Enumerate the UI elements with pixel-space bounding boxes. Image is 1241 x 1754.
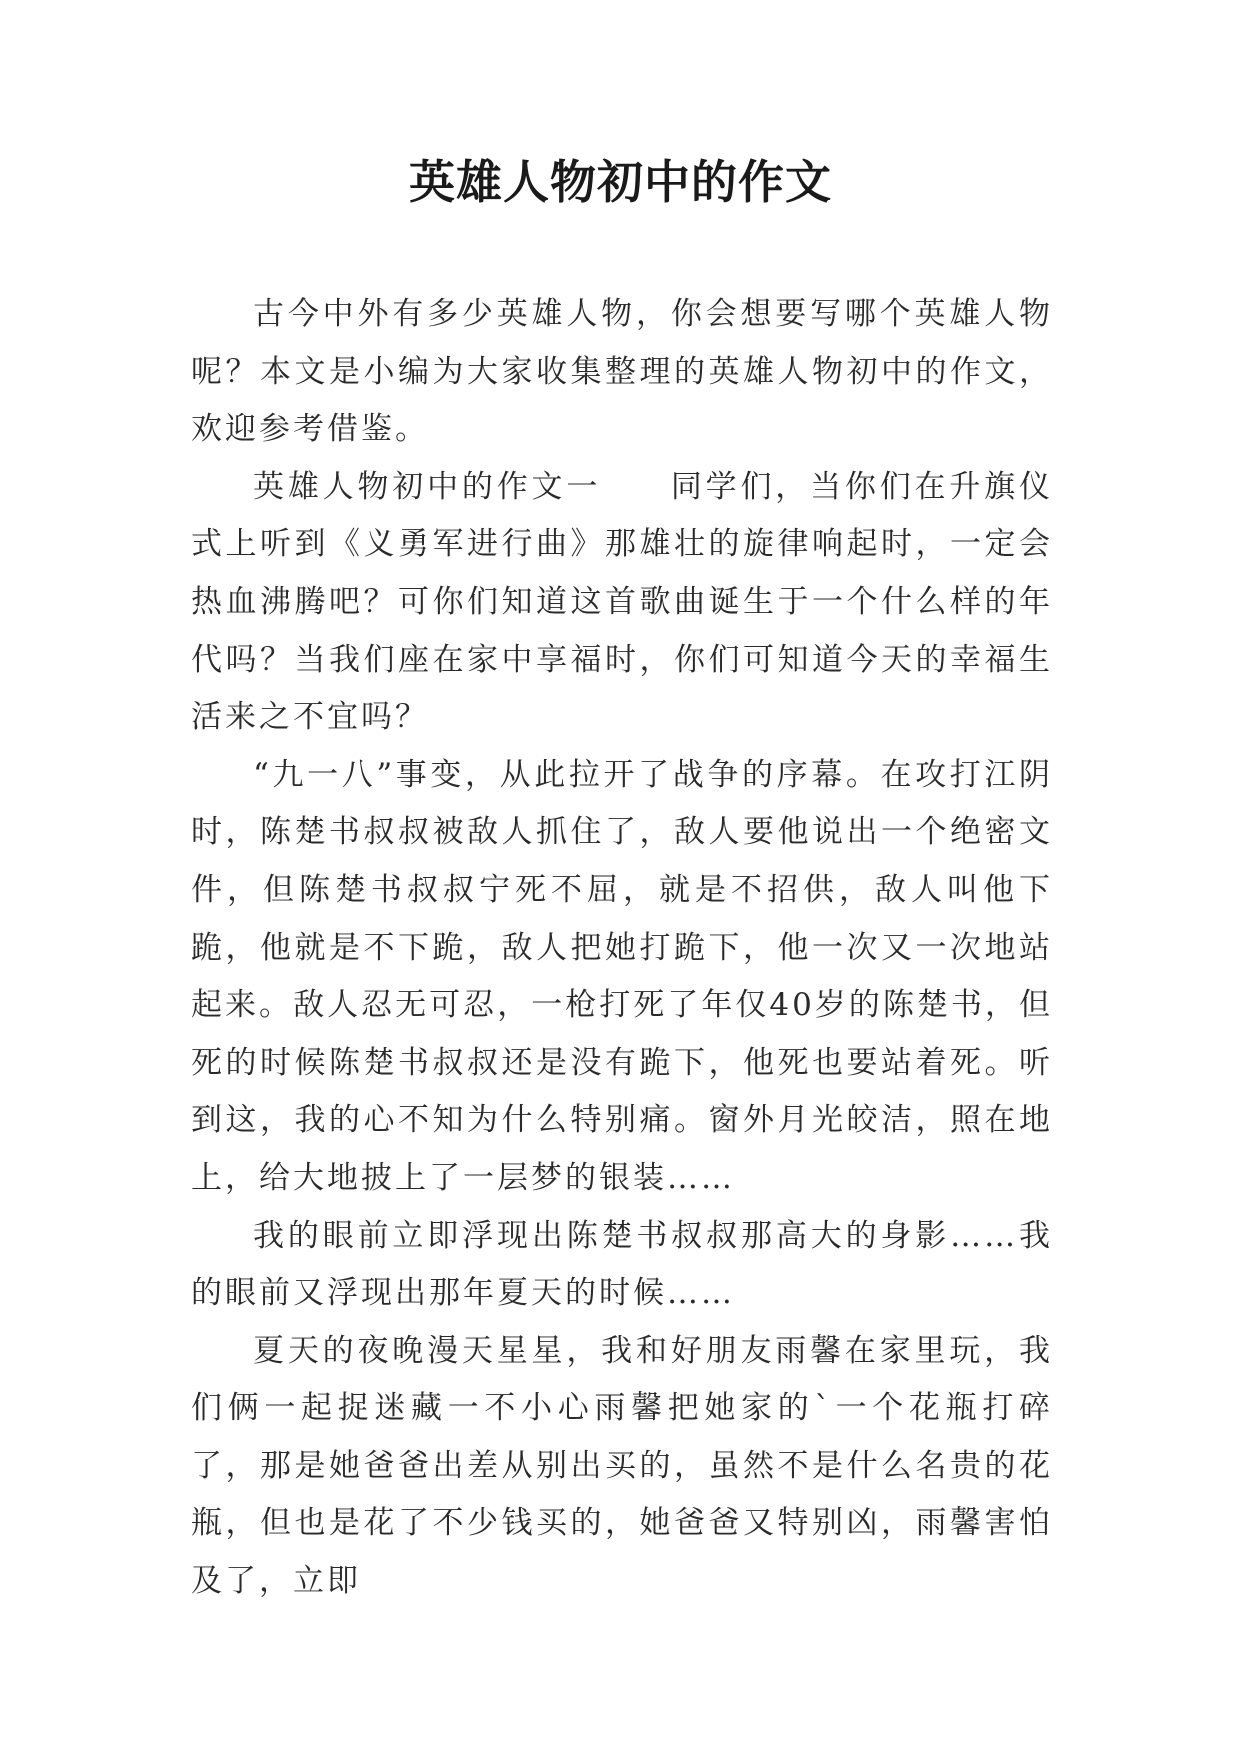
- document-title: 英雄人物初中的作文: [409, 155, 832, 209]
- document-body: [191, 286, 1053, 1611]
- paragraph-summer-night: 夏天的夜晚漫天星星，我和好朋友雨馨在家里玩，我们俩一起捉迷藏一不小心雨馨把她家的`一个花瓶打碎了，那是她爸爸出差从别出买的，虽然不是什么名贵的花瓶，但也是花了不少钱买的，她爸爸又特别凶，雨馨害怕及了，立即: [191, 1332, 1053, 1600]
- paragraph-memory: 我的眼前立即浮现出陈楚书叔叔那高大的身影……我的眼前又浮现出那年夏天的时候……: [191, 1217, 1053, 1312]
- paragraph-intro: 古今中外有多少英雄人物，你会想要写哪个英雄人物呢？本文是小编为大家收集整理的英雄人物初中的作文，欢迎参考借鉴。: [191, 296, 1053, 448]
- paragraph-essay-one-opening: 英雄人物初中的作文一 同学们，当你们在升旗仪式上听到《义勇军进行曲》那雄壮的旋律响起时，一定会热血沸腾吧？可你们知道这首歌曲诞生于一个什么样的年代吗？当我们座在家中享福时，你们可知道今天的幸福生活来之不宜吗？: [191, 468, 1053, 736]
- paragraph-incident-story: “九一八”事变，从此拉开了战争的序幕。在攻打江阴时，陈楚书叔叔被敌人抓住了，敌人要他说出一个绝密文件，但陈楚书叔叔宁死不屈，就是不招供，敌人叫他下跪，他就是不下跪，敌人把她打跪下，他一次又一次地站起来。敌人忍无可忍，一枪打死了年仅40岁的陈楚书，但死的时候陈楚书叔叔还是没有跪下，他死也要站着死。听到这，我的心不知为什么特别痛。窗外月光皎洁，照在地上，给大地披上了一层梦的银装……: [191, 756, 1053, 1196]
